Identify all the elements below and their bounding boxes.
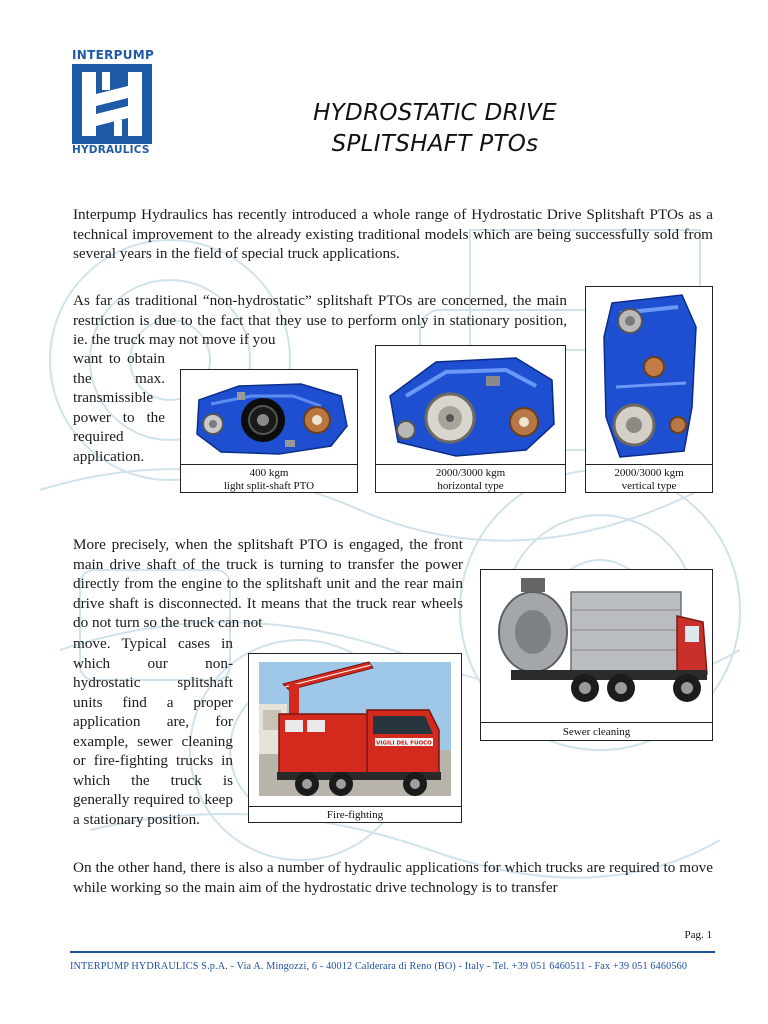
logo-top-text: INTERPUMP xyxy=(72,48,155,62)
footer-company-info: INTERPUMP HYDRAULICS S.p.A. - Via A. Mingozzi, 6 - 40012 Calderara di Reno (BO) - Italy - Tel. +39 051 6460511 - Fax +39 051 6460560 xyxy=(70,961,688,972)
precisely-paragraph-part-1: More precisely, when the splitshaft PTO is engaged, the front main drive shaft of the truck is turning to transfer the power directly from the engine to the splitshaft unit and the rear main drive shaft is disconnected. It means that the truck rear wheels do not turn so the truck can not xyxy=(73,536,463,631)
fire-truck-cab-text: VIGILI DEL FUOCO xyxy=(376,740,432,747)
footer-divider xyxy=(70,951,715,953)
intro-paragraph: Interpump Hydraulics has recently introduced a whole range of Hydrostatic Drive Splitshaft PTOs as a technical improvement to the already existing traditional models which are being successfully sold from several years in the field of special truck applications. xyxy=(73,206,713,262)
pto-horizontal-image xyxy=(376,346,565,464)
precisely-paragraph-part-2: move. Typical cases in which our non-hydrostatic splitshaft units find a proper application are, for example, sewer cleaning or fire-fighting trucks in which the truck is generally required to keep a stationary position. xyxy=(73,635,233,828)
figure-pto-vertical xyxy=(585,286,713,493)
figure-pto-horizontal xyxy=(375,345,566,493)
interpump-logo xyxy=(70,48,156,158)
title-line-2: SPLITSHAFT PTOs xyxy=(331,131,539,157)
pto-vertical-caption-line-2: vertical type xyxy=(621,480,677,492)
pto-horizontal-caption-line-2: horizontal type xyxy=(437,480,504,492)
figure-pto-light xyxy=(180,369,358,493)
logo-bottom-text: HYDRAULICS xyxy=(72,144,150,156)
fire-truck-image xyxy=(249,654,461,806)
caption-divider xyxy=(586,464,712,465)
logo-mark-icon xyxy=(72,64,152,144)
fire-caption: Fire-fighting xyxy=(326,809,384,821)
sewer-caption: Sewer cleaning xyxy=(562,726,631,738)
sewer-truck-image xyxy=(481,570,712,722)
caption-divider xyxy=(481,722,712,723)
caption-divider xyxy=(181,464,357,465)
traditional-paragraph-part-1: As far as traditional “non-hydrostatic” splitshaft PTOs are concerned, the main restriction is due to the fact that they use to perform only in stationary position, ie. the truck may not move if you xyxy=(73,292,567,348)
caption-divider xyxy=(376,464,565,465)
figure-fire-fighting xyxy=(248,653,462,823)
pto-vertical-caption-line-1: 2000/3000 kgm xyxy=(614,467,684,479)
document-title xyxy=(270,98,600,160)
pto-light-image xyxy=(181,370,357,464)
title-line-1: HYDROSTATIC DRIVE xyxy=(313,100,557,126)
traditional-paragraph-part-2: want to obtain the max. transmissible power to the required application. xyxy=(73,350,165,465)
pto-light-caption-line-1: 400 kgm xyxy=(249,467,289,479)
page-number: Pag. 1 xyxy=(684,929,712,941)
other-hand-paragraph: On the other hand, there is also a number of hydraulic applications for which trucks are required to move while working so the main aim of the hydrostatic drive technology is to transfer xyxy=(73,859,713,896)
figure-sewer-cleaning xyxy=(480,569,713,741)
pto-light-caption-line-2: light split-shaft PTO xyxy=(223,480,315,492)
caption-divider xyxy=(249,806,461,807)
pto-horizontal-caption-line-1: 2000/3000 kgm xyxy=(435,467,506,479)
pto-vertical-image xyxy=(586,287,712,464)
